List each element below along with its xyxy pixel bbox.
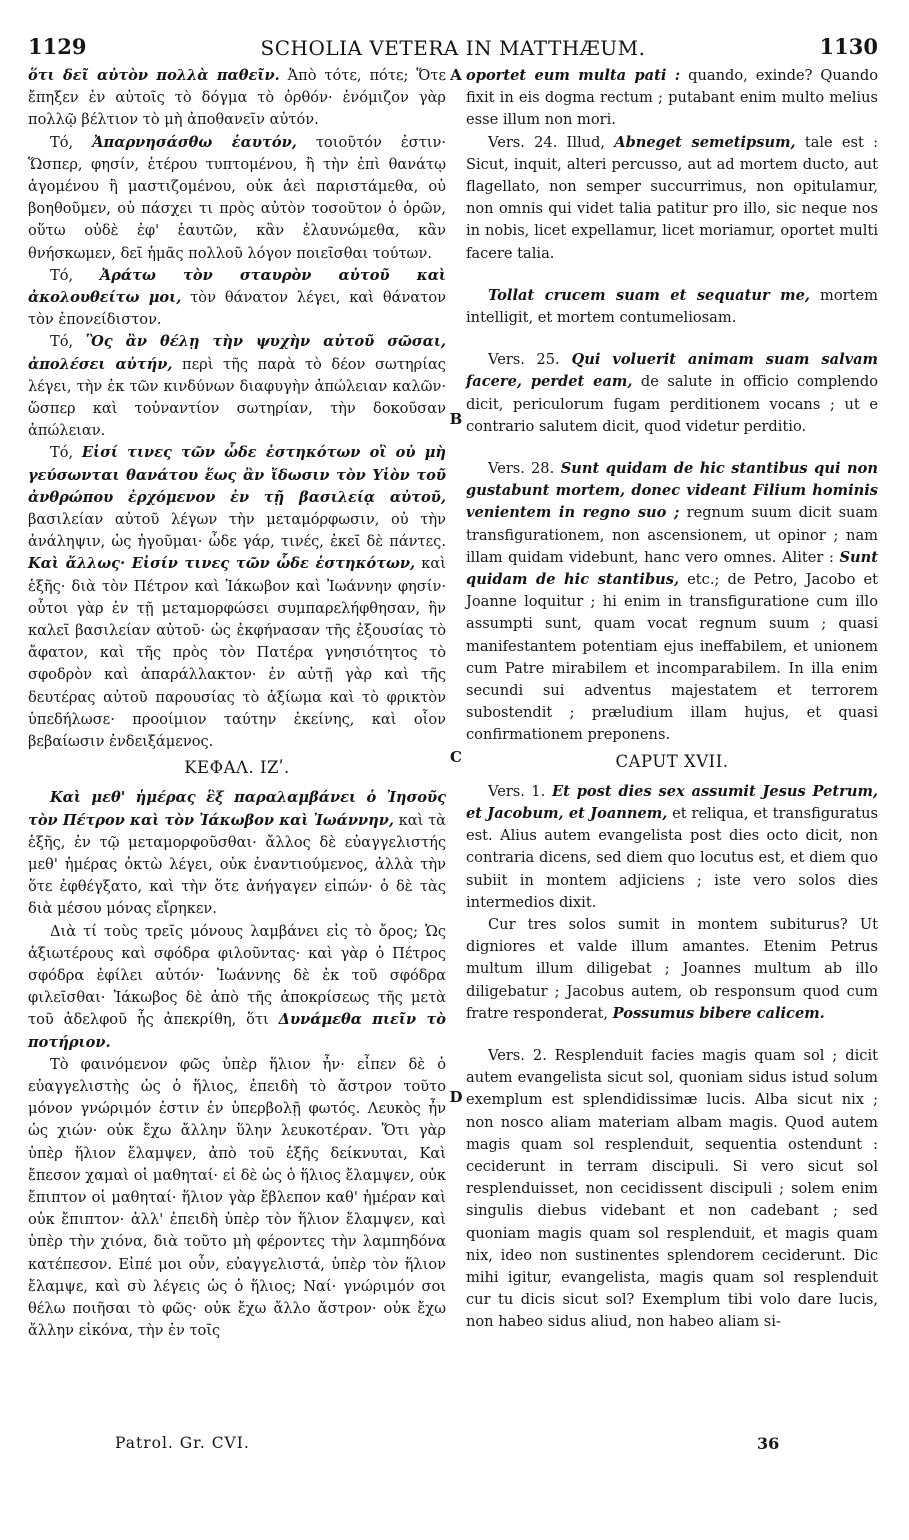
latin-paragraph [466, 285, 878, 329]
greek-text: Τό, [50, 444, 82, 462]
greek-chapter-heading: ΚΕΦΑΛ. ΙΖʹ. [184, 758, 290, 778]
latin-text: tale est : Sicut, inquit, alteri percusso, aut ad mortem ducto, aut flagellato, non semper succurrimus, non opitulamur, non omnis qui videt talia patitur pro illo, sic neque nos in nobis, licet expellamur, licet moriamur, oportet multi facere talia. [466, 133, 878, 262]
greek-text: καὶ ἑξῆς· διὰ τὸν Πέτρον καὶ Ἰάκωβον καὶ Ἰωάννην φησίν· οὗτοι γὰρ ἐν τῇ μεταμορφώσει συμπαρελήφθησαν, ἣν καλεῖ βασιλείαν αὐτοῦ· ὡς ἐκφήνασαν τῆς ἐξουσίας τὸ ἄφατον, καὶ τῆς πρὸς τὸν Πατέρα γνησιότητος τὸ σφοδρὸν καὶ ἀπαράλλακτον· ἐν αὐτῇ γὰρ καὶ τῆς δευτέρας αὐτοῦ παρουσίας τὸ ἀξίωμα καὶ τὸ φρικτὸν ὑπεδήλωσε· προοίμιον ταύτην ἐκείνης, καὶ οἷον βεβαίωσιν ἐνδειξάμενος. [28, 555, 446, 751]
margin-letter-d: D [449, 1088, 463, 1106]
greek-text: βασιλείαν αὐτοῦ λέγων τὴν μεταμόρφωσιν, οὐ τὴν ἀνάληψιν, ὡς ἡγοῦμαι· ὧδε γάρ, τινές, ἐκεῖ δὲ πάντες. [28, 511, 446, 551]
latin-lemma: Et post dies sex assumit Jesus Petrum, et Jacobum, et Joannem, [466, 782, 878, 822]
latin-lemma: Tollat crucem suam et sequatur me, [488, 286, 810, 304]
greek-paragraph [28, 787, 446, 920]
latin-paragraph [466, 1045, 878, 1334]
latin-text: Illud, [557, 133, 615, 151]
greek-lemma: Εἰσί τινες τῶν ὧδε ἑστηκότων οἳ οὐ μὴ γεύσωνται θανάτου ἕως ἂν ἴδωσιν τὸν Υἱὸν τοῦ ἀνθρώπου ἐρχόμενον ἐν τῇ βασιλείᾳ αὐτοῦ, [28, 444, 446, 506]
greek-lemma: Καὶ μεθ' ἡμέρας ἓξ παραλαμβάνει ὁ Ἰησοῦς τὸν Πέτρον καὶ τὸν Ἰάκωβον καὶ Ἰωάννην, [28, 789, 446, 829]
latin-paragraph [466, 65, 878, 132]
verse-label: Vers. 28. [488, 460, 555, 478]
greek-text: Τό, [50, 333, 86, 351]
spacer [466, 1025, 878, 1045]
latin-lemma: Qui voluerit animam suam salvam facere, perdet eam, [466, 351, 878, 391]
greek-paragraph [28, 331, 446, 442]
greek-text: Ἀπὸ τότε, πότε; Ὅτε ἔπηξεν ἐν αὐτοῖς τὸ δόγμα τὸ ὀρθόν· ἐνόμιζον γὰρ πολλῷ βέλτιον τὸ μὴ ἀποθανεῖν αὐτόν. [28, 67, 446, 129]
latin-paragraph [466, 458, 878, 747]
greek-lemma: Ἀπαρνησάσθω ἑαυτόν, [92, 133, 297, 151]
greek-lemma: Ὃς ἂν θέλῃ τὴν ψυχὴν αὐτοῦ σῶσαι, ἀπολέσει αὐτήν, [28, 333, 446, 373]
page-number-left: 1129 [28, 34, 87, 59]
latin-text: etc.; de Petro, Jacobo et Joanne loquitur ; hi enim in transfiguratione cum illo assumpti sunt, quam vocat regnum suum ; quasi manifestantem potentiam ejus ineffabilem, et unionem cum Patre mirabilem et incomparabilem. In illa enim secundi sui adventus majestatem et terrorem subostendit ; præludium illam hujus, et quasi confirmationem preponens. [466, 571, 879, 744]
latin-chapter-heading: CAPUT XVII. [615, 751, 729, 771]
greek-paragraph: Τὸ φαινόμενον φῶς ὑπὲρ ἥλιον ἦν· εἶπεν δὲ ὁ εὐαγγελιστὴς ὡς ὁ ἥλιος, ἐπειδὴ τὸ ἄστρον τοῦτο μόνον γνώριμόν ἐστιν ἐν ὑπερβολῇ φωτός. Λευκὸς ἦν ὡς χιών· οὐκ ἔχω ἄλλην ὕλην λευκοτέραν. Ὅτι γὰρ ὑπὲρ ἥλιον ἔλαμψεν, ἀπὸ τοῦ ἑξῆς δείκνυται, Καὶ ἔπεσον χαμαὶ οἱ μαθηταί· εἰ δὲ ὡς ὁ ἥλιος ἔλαμψεν, οὐκ ἔπιπτον οἱ μαθηταί· ἥλιον γὰρ ἔβλεπον καθ' ἡμέραν καὶ οὐκ ἔπιπτον· ἀλλ' ἐπειδὴ ὑπὲρ τὸν ἥλιον ἔλαμψεν, καὶ ὑπὲρ τὴν χιόνα, διὰ τοῦτο μὴ φέροντες τὴν λαμπηδόνα κατέπεσον. Εἰπέ μοι οὖν, εὐαγγελιστά, ὑπὲρ τὸν ἥλιον ἔλαμψε, καὶ σὺ λέγεις ὡς ὁ ἥλιος; Ναί· γνώριμόν σοι θέλω ποιῆσαι τὸ φῶς· οὐκ ἔχω ἄλλο ἄστρον· οὐκ ἔχω ἄλλην εἰκόνα, τὴν ἐν τοῖς [28, 1055, 446, 1340]
greek-text: περὶ τῆς παρὰ τὸ δέον σωτηρίας λέγει, τὴν ἐκ τῶν κινδύνων διαφυγὴν ἀπώλειαν καλῶν· ὥσπερ καὶ τοὐναντίον σωτηρίαν, τὴν δοκοῦσαν ἀπώλειαν. [28, 355, 446, 440]
verse-label: Vers. 24. [488, 133, 558, 151]
footer-sheet-number: 36 [757, 1434, 780, 1453]
latin-paragraph [466, 781, 878, 914]
margin-letter-c: C [450, 748, 462, 766]
latin-paragraph [466, 132, 878, 265]
latin-lemma: Possumus bibere calicem. [612, 1004, 825, 1022]
greek-lemma: Καὶ ἄλλως· Εἰσίν τινες τῶν ὧδε ἑστηκότων, [28, 555, 416, 573]
spacer [466, 265, 878, 285]
verse-label: Vers. 25. [488, 351, 560, 369]
greek-lemma: Ἀράτω τὸν σταυρὸν αὐτοῦ καὶ ἀκολουθείτω μοι, [28, 266, 446, 307]
greek-lemma: Δυνάμεθα πιεῖν τὸ ποτήριον. [28, 1011, 446, 1051]
latin-text: et reliqua, et transfiguratus est. Alius autem evangelista post dies octo dicit, non contraria dicens, sed diem quo locutus est, et diem quo subiit in montem adjiciens ; iste vero solos dies intermedios dixit. [466, 804, 878, 911]
latin-lemma: Abneget semetipsum, [614, 133, 796, 151]
greek-text: τὸν θάνατον λέγει, καὶ θάνατον τὸν ἐπονείδιστον. [28, 289, 446, 329]
latin-column [466, 65, 878, 1334]
running-title: SCHOLIA VETERA IN MATTHÆUM. [260, 36, 646, 60]
greek-paragraph [28, 442, 446, 753]
greek-paragraph [28, 265, 446, 332]
latin-text: de salute in officio complendo dicit, periculorum fugam perditionem vocans ; ut e contrario salutem dicit, quod videtur perditio. [466, 373, 878, 435]
page-number-right: 1130 [819, 34, 878, 59]
footer-signature: Patrol. Gr. CVI. [115, 1434, 250, 1452]
greek-paragraph [28, 921, 446, 1054]
latin-lemma: Sunt quidam de hic stantibus qui non gustabunt mortem, donec videant Filium hominis venientem in regno suo ; [466, 460, 878, 522]
greek-paragraph [28, 65, 446, 132]
greek-text: τοιοῦτόν ἐστιν· Ὥσπερ, φησίν, ἑτέρου τυπτομένου, ἢ τὴν ἐπὶ θανάτῳ ἀγομένου ἢ μαστιζομένου, οὐκ ἀεὶ παριστάμεθα, οὐ βοηθοῦμεν, οὐ πάσχει τι πρὸς αὐτὸν τοσοῦτον ὁ ὁρῶν, οὕτω οὐδὲ ἐφ' ἑαυτῶν, κἂν ἐλαυνώμεθα, κἂν θνήσκωμεν, δεῖ ἡμᾶς πολλοῦ λόγον ποιεῖσθαι τούτων. [28, 133, 446, 262]
verse-label: Vers. 1. [488, 782, 546, 800]
margin-letter-a: A [450, 66, 462, 84]
latin-paragraph [466, 914, 878, 1025]
verse-label: Vers. 2. [488, 1046, 547, 1064]
greek-paragraph [28, 132, 446, 265]
greek-text: καὶ τὰ ἑξῆς, ἐν τῷ μεταμορφοῦσθαι· ἄλλος δὲ εὐαγγελιστής μεθ' ἡμέρας ὀκτὼ λέγει, οὐκ ἐναντιούμενος, ἀλλὰ τὴν ὅτε ἐφθέγξατο, καὶ τὴν ὅτε ἀνήγαγεν εἰπών· ὁ δὲ τὰς διὰ μέσου μόνας εἴρηκεν. [28, 811, 447, 918]
spacer [466, 329, 878, 349]
latin-text: regnum suum dicit suam transfigurationem, non ascensionem, ut opinor ; nam illam quidam videbunt, hanc vero omnes. Aliter : [466, 504, 878, 566]
greek-text: Τό, [50, 266, 100, 284]
greek-lemma: ὅτι δεῖ αὐτὸν πολλὰ παθεῖν. [28, 67, 280, 84]
margin-letter-b: B [449, 410, 463, 428]
greek-text: Τό, [50, 133, 93, 151]
latin-lemma: oportet eum multa pati : [466, 67, 681, 84]
latin-text: mortem intelligit, et mortem contumeliosam. [466, 286, 878, 327]
spacer [466, 438, 878, 458]
greek-text: Διὰ τί τοὺς τρεῖς μόνους λαμβάνει εἰς τὸ ὄρος; Ὡς ἀξιωτέρους καὶ σφόδρα φιλοῦντας· καὶ γὰρ ὁ Πέτρος σφόδρα ἐφίλει αὐτόν· Ἰωάννης δὲ ἐκ τοῦ σφόδρα φιλεῖσθαι· Ἰάκωβος δὲ ἀπὸ τῆς ἀποκρίσεως τῆς μετὰ τοῦ ἀδελφοῦ ἧς ἀπεκρίθη, ὅτι [28, 922, 446, 1029]
latin-paragraph [466, 349, 878, 438]
latin-text: Cur tres solos sumit in montem subiturus? Ut digniores et valde illum amantes. Etenim Petrus multum illum diligebat ; Joannes multum ab illo diligebatur ; Jacobus autem, ob responsum quod cum fratre responderat, [466, 915, 878, 1022]
latin-text: Resplenduit facies magis quam sol ; dicit autem evangelista sicut sol, quoniam sidus istud solum exemplum est splendidissimæ lucis. Alba sicut nix ; non nosco aliam materiam albam magis. Quod autem magis quam sol resplenduit, sequentia ostendunt : ceciderunt in terram discipuli. Si vero sicut sol resplenduisset, non cecidissent discipuli ; solem enim singulis diebus videbant et non cadebant ; sed quoniam magis quam sol resplenduit, et magis quam nix, ideo non sustinentes splendorem ceciderunt. Dic mihi igitur, evangelista, magis quam sol resplenduit cur tu dicis sicut sol? Exemplum tibi volo dare lucis, non habeo sidus aliud, non habeo aliam si- [466, 1046, 878, 1331]
greek-column [28, 65, 446, 1342]
latin-lemma: Sunt quidam de hic stantibus, [466, 548, 878, 589]
latin-text: quando, exinde? Quando fixit in eis dogma rectum ; putabant enim multo melius esse illum non mori. [466, 67, 878, 129]
running-head [28, 34, 878, 62]
